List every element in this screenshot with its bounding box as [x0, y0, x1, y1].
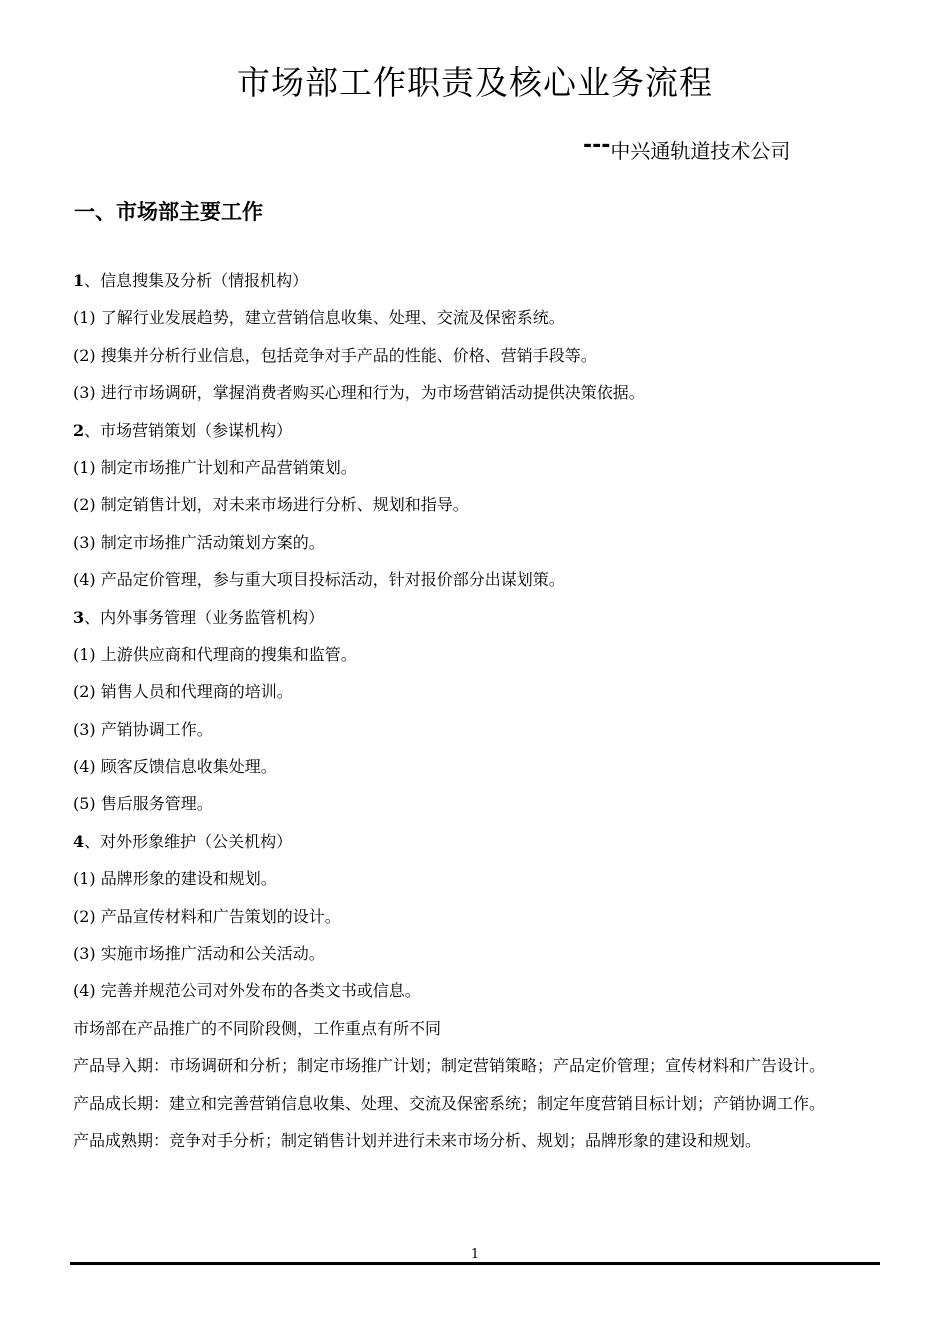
document-body — [73, 262, 885, 1159]
subsection-heading — [73, 823, 885, 860]
list-item: (1) 制定市场推广计划和产品营销策划。 — [73, 457, 357, 477]
list-item: (2) 制定销售计划，对未来市场进行分析、规划和指导。 — [73, 495, 469, 515]
list-item: 产品成熟期：竞争对手分析；制定销售计划并进行未来市场分析、规划；品牌形象的建设和规划。 — [73, 1131, 762, 1151]
list-item: (4) 顾客反馈信息收集处理。 — [73, 757, 277, 777]
list-item: (2) 搜集并分析行业信息，包括竞争对手产品的性能、价格、营销手段等。 — [73, 345, 597, 365]
subsection-heading — [73, 599, 885, 636]
subsection-title: 、内外事务管理（业务监管机构） — [84, 607, 325, 627]
list-item: (1) 品牌形象的建设和规划。 — [73, 869, 277, 889]
company-name: 中兴通轨道技术公司 — [610, 139, 791, 163]
list-item: (3) 实施市场推广活动和公关活动。 — [73, 944, 325, 964]
page-number: 1 — [470, 1247, 480, 1262]
list-item: (4) 完善并规范公司对外发布的各类文书或信息。 — [73, 981, 421, 1001]
list-item: (1) 了解行业发展趋势，建立营销信息收集、处理、交流及保密系统。 — [73, 308, 565, 328]
list-item: (3) 产销协调工作。 — [73, 719, 213, 739]
list-item: (4) 产品定价管理，参与重大项目投标活动，针对报价部分出谋划策。 — [73, 570, 565, 590]
list-item: (2) 销售人员和代理商的培训。 — [73, 682, 293, 702]
page-title: 市场部工作职责及核心业务流程 — [237, 63, 713, 102]
list-item: (2) 产品宣传材料和广告策划的设计。 — [73, 906, 341, 926]
section-heading: 一、市场部主要工作 — [74, 200, 263, 224]
subsection-title: 、信息搜集及分析（情报机构） — [84, 271, 309, 290]
list-item: (3) 制定市场推广活动策划方案的。 — [73, 532, 325, 552]
list-item: (5) 售后服务管理。 — [73, 794, 213, 814]
subsection-heading — [73, 412, 885, 449]
subsection-number: 2 — [73, 420, 85, 440]
subsection-number: 1 — [73, 271, 85, 290]
footer-divider — [70, 1262, 880, 1265]
subsection-number: 3 — [73, 607, 85, 627]
subsection-title: 、对外形象维护（公关机构） — [84, 831, 293, 851]
subsection-title: 、市场营销策划（参谋机构） — [84, 420, 293, 440]
subsection-number: 4 — [73, 831, 85, 851]
paragraph: 产品导入期：市场调研和分析；制定市场推广计划；制定营销策略；产品定价管理；宣传材料和广告设计。 — [73, 1056, 826, 1076]
subsection-heading — [73, 262, 885, 299]
subtitle-dashes: --- — [583, 133, 611, 158]
list-item: 市场部在产品推广的不同阶段侧，工作重点有所不同 — [73, 1018, 442, 1038]
paragraph: 产品成长期：建立和完善营销信息收集、处理、交流及保密系统；制定年度营销目标计划；产销协调工作。 — [73, 1093, 826, 1113]
list-item: (3) 进行市场调研，掌握消费者购买心理和行为，为市场营销活动提供决策依据。 — [73, 383, 645, 403]
company-subtitle — [583, 126, 790, 171]
list-item: (1) 上游供应商和代理商的搜集和监管。 — [73, 644, 357, 664]
